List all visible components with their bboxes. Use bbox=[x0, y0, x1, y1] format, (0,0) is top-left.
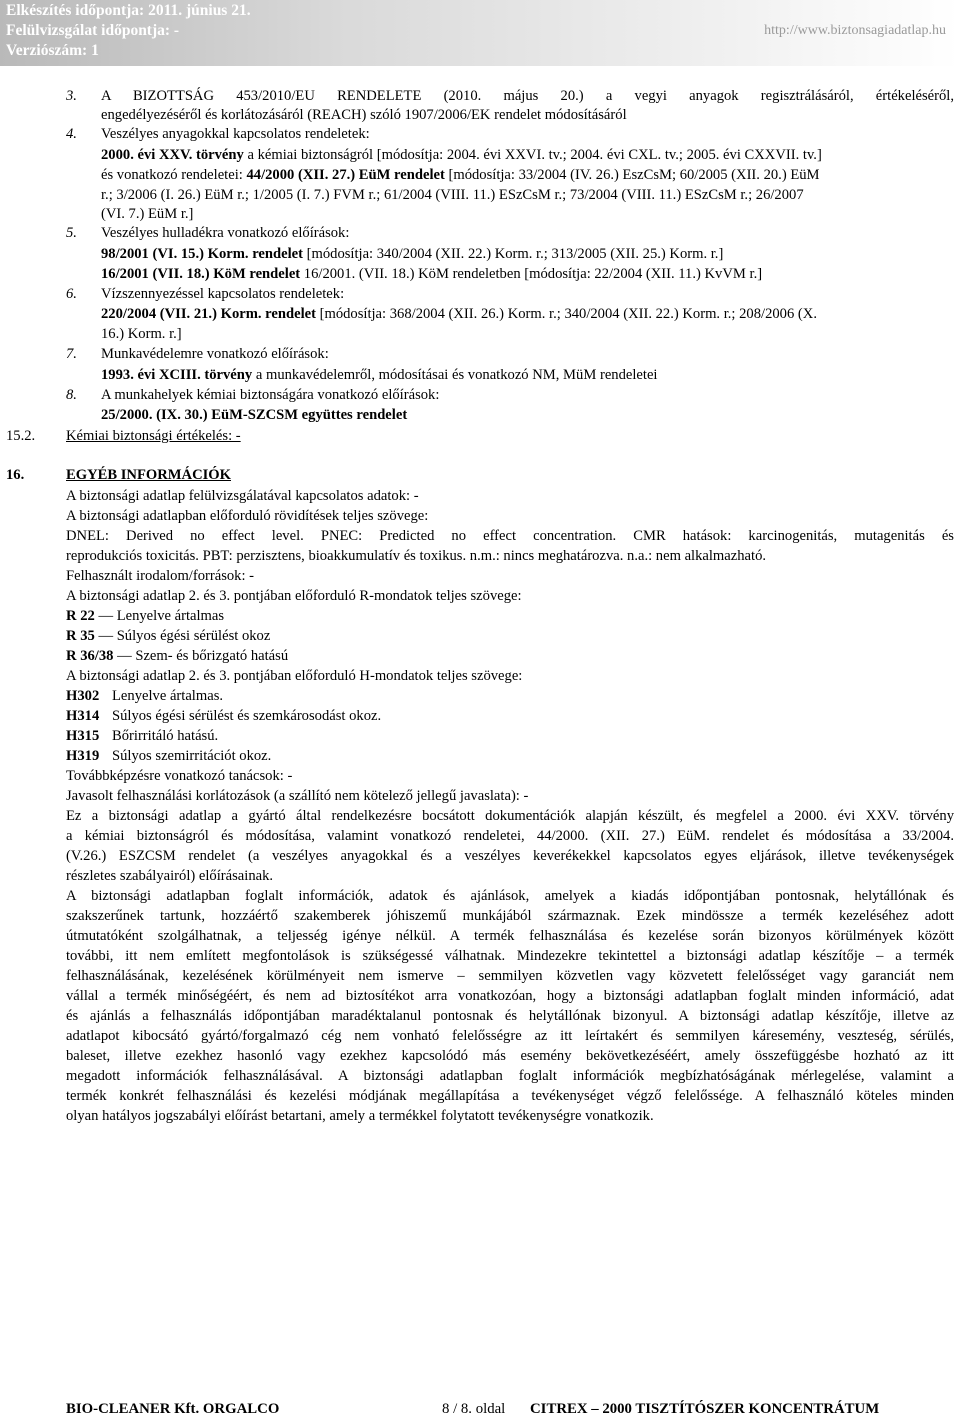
section-16-title: EGYÉB INFORMÁCIÓK bbox=[66, 467, 231, 483]
paragraph-line: olyan hatályos jogszabályi előírást betartani, amely a termékkel folytatott tevékenységre vonatkozik. bbox=[66, 1108, 654, 1124]
item-number: 5. bbox=[66, 225, 77, 241]
h-phrase bbox=[66, 727, 218, 745]
h-phrase-text: Súlyos égési sérülést és szemkárosodást okoz. bbox=[112, 708, 382, 724]
item-title: Veszélyes hulladékra vonatkozó előírások: bbox=[101, 225, 350, 241]
law-details: 16/2001. (VII. 18.) KöM rendeletben [módosítja: 22/2004 (XII. 11.) KvVM r.] bbox=[300, 266, 763, 282]
dash: — bbox=[117, 648, 132, 664]
h-phrase-code: H319 bbox=[66, 748, 100, 764]
dash: — bbox=[98, 608, 114, 624]
h-phrase bbox=[66, 707, 381, 725]
regulation-line: r.; 3/2006 (I. 26.) EüM r.; 1/2005 (I. 7.) FVM r.; 61/2004 (VIII. 11.) ESzCsM r.; 73/2004 (VIII. 11.) ESzCsM r.; 26/2007 bbox=[101, 187, 804, 203]
footer-page-number: 8 / 8. oldal bbox=[442, 1401, 506, 1417]
regulation-line bbox=[101, 166, 820, 184]
law-details: [módosítja: 340/2004 (XII. 22.) Korm. r.; 313/2005 (XII. 25.) Korm. r.] bbox=[302, 246, 724, 262]
paragraph-line: termék konkrét felhasználási és kezelési módjának megállapítása a tevékenységet végző felelőssége. A felhasználó köteles minden bbox=[66, 1088, 954, 1104]
paragraph-line: útmutatóként szolgálhatnak, a teljesség igénye nélkül. A termék felhasználása és kezelése során bizonyos körülmények között bbox=[66, 928, 954, 944]
r-phrase-text: Súlyos égési sérülést okoz bbox=[113, 628, 271, 644]
header-url[interactable]: http://www.biztonsagiadatlap.hu bbox=[764, 23, 946, 38]
regulation-line bbox=[101, 366, 658, 384]
section-16-number: 16. bbox=[6, 467, 25, 483]
paragraph-line: megadott információk felhasználásával. A biztonsági adatlapban foglalt információk megbízhatóságának mérlegelése, valamint a bbox=[66, 1068, 954, 1084]
law-name: 220/2004 (VII. 21.) Korm. rendelet bbox=[101, 306, 316, 322]
h-phrase-code: H314 bbox=[66, 708, 100, 724]
header-created-date: Elkészítés időpontja: 2011. június 21. bbox=[6, 2, 251, 19]
page-header bbox=[0, 0, 960, 68]
h-phrase-code: H302 bbox=[66, 688, 100, 704]
law-name: 98/2001 (VI. 15.) Korm. rendelet bbox=[101, 246, 303, 262]
paragraph-line: további, itt nem említett megfontolások is szükségessé válhatnak. Mindezekre tekintettel a biztonsági adatlap készítője – a termék bbox=[66, 948, 954, 964]
law-name: 1993. évi XCIII. törvény bbox=[101, 367, 253, 383]
law-details: [módosítja: 368/2004 (XII. 26.) Korm. r.; 340/2004 (XII. 22.) Korm. r.; 208/2006 (X. bbox=[315, 306, 817, 322]
paragraph-line: a kémiai biztonságról és módosítása, valamint vonatkozó rendeletei, 44/2000. (XII. 27.) EüM. rendelet és módosítása a 33/2004. bbox=[66, 828, 954, 844]
regulation-line bbox=[101, 146, 822, 164]
info-line: A biztonsági adatlapban előforduló rövidítések teljes szövege: bbox=[66, 508, 429, 524]
item-text: engedélyezéséről és korlátozásáról (REACH) szóló 1907/2006/EK rendelet módosításáról bbox=[101, 107, 627, 123]
info-line: Javasolt felhasználási korlátozások (a szállító nem kötelező jellegű javaslata): - bbox=[66, 788, 529, 804]
h-phrase-code: H315 bbox=[66, 728, 100, 744]
info-line: DNEL: Derived no effect level. PNEC: Predicted no effect concentration. CMR hatások: karcinogenitás, mutagenitás és bbox=[66, 528, 954, 544]
r-phrase-code: R 22 bbox=[66, 608, 95, 624]
law-details: [módosítja: 33/2004 (IV. 26.) EszCsM; 60/2005 (XII. 20.) EüM bbox=[444, 167, 820, 183]
law-details: a munkavédelemről, módosításai és vonatkozó NM, MüM rendeletei bbox=[252, 367, 658, 383]
law-name: 25/2000. (IX. 30.) EüM-SZCSM együttes rendelet bbox=[101, 407, 408, 423]
item-number: 3. bbox=[66, 88, 77, 104]
item-title: Munkavédelemre vonatkozó előírások: bbox=[101, 346, 329, 362]
item-text: A BIZOTTSÁG 453/2010/EU RENDELETE (2010. május 20.) a vegyi anyagok regisztrálásáról, értékeléséről, bbox=[101, 88, 954, 104]
r-phrase bbox=[66, 607, 224, 625]
footer-product: CITREX – 2000 TISZTÍTÓSZER KONCENTRÁTUM bbox=[530, 1401, 880, 1417]
h-phrase-text: Bőrirritáló hatású. bbox=[112, 728, 219, 744]
regulation-line bbox=[101, 265, 762, 283]
item-title: Veszélyes anyagokkal kapcsolatos rendeletek: bbox=[101, 126, 370, 142]
r-phrase bbox=[66, 647, 288, 665]
r-phrase-text: Szem- és bőrizgató hatású bbox=[131, 648, 289, 664]
paragraph-line: adatlapot kibocsátó gyártó/forgalmazó cég nem vonható felelősségre az itt leírtakért és semmilyen káresemény, veszteség, sérülés, bbox=[66, 1028, 954, 1044]
section-15-2-number: 15.2. bbox=[6, 428, 36, 444]
item-number: 8. bbox=[66, 387, 77, 403]
header-review-date: Felülvizsgálat időpontja: - bbox=[6, 22, 180, 39]
paragraph-line: felhasználásának, kezelésének körülményeit nem ismerve – semmilyen közvetlen vagy közvetett felelősséget vagy garanciát nem bbox=[66, 968, 954, 984]
item-number: 4. bbox=[66, 126, 77, 142]
law-name: 2000. évi XXV. törvény bbox=[101, 147, 244, 163]
regulation-line: 16.) Korm. r.] bbox=[101, 326, 182, 342]
paragraph-line: részletes szabályairól) előírásainak. bbox=[66, 868, 274, 884]
section-15-2-title: Kémiai biztonsági értékelés: - bbox=[66, 428, 241, 444]
item-number: 7. bbox=[66, 346, 77, 362]
law-prefix: és vonatkozó rendeletei: bbox=[101, 167, 247, 183]
law-name: 44/2000 (XII. 27.) EüM rendelet bbox=[246, 167, 445, 183]
h-phrase bbox=[66, 687, 223, 705]
info-line: A biztonsági adatlap 2. és 3. pontjában előforduló R-mondatok teljes szövege: bbox=[66, 588, 522, 604]
law-details: a kémiai biztonságról [módosítja: 2004. évi XXVI. tv.; 2004. évi CXL. tv.; 2005. évi CXXVII. tv.] bbox=[243, 147, 822, 163]
paragraph-line: baleset, illetve ezekhez hasonló vagy ezekhez kapcsolódó más esemény bekövetkezéséért, amely összefüggésbe hozható az itt bbox=[66, 1048, 954, 1064]
h-phrase-text: Lenyelve ártalmas. bbox=[112, 688, 224, 704]
info-line: Felhasznált irodalom/források: - bbox=[66, 568, 255, 584]
item-title: A munkahelyek kémiai biztonságára vonatkozó előírások: bbox=[101, 387, 440, 403]
info-line: A biztonsági adatlap felülvizsgálatával kapcsolatos adatok: - bbox=[66, 488, 419, 504]
info-line: A biztonsági adatlap 2. és 3. pontjában előforduló H-mondatok teljes szövege: bbox=[66, 668, 523, 684]
paragraph-line: A biztonsági adatlapban foglalt információk, adatok és ajánlások, amelyek a kiadás időpontjában pontosnak, helytállónak és bbox=[66, 888, 954, 904]
page-footer bbox=[0, 1398, 960, 1420]
item-title: Vízszennyezéssel kapcsolatos rendeletek: bbox=[101, 286, 345, 302]
regulation-line bbox=[101, 305, 817, 323]
r-phrase-text: Lenyelve ártalmas bbox=[113, 608, 225, 624]
header-version: Verziószám: 1 bbox=[6, 42, 99, 59]
h-phrase bbox=[66, 747, 271, 765]
footer-company: BIO-CLEANER Kft. ORGALCO bbox=[66, 1401, 280, 1417]
paragraph-line: vállal a termék minőségéért, és nem ad biztosítékot arra vonatkozóan, hogy a biztonsági adatlapban foglalt minden információ, adat bbox=[66, 988, 954, 1004]
h-phrase-text: Súlyos szemirritációt okoz. bbox=[112, 748, 272, 764]
r-phrase-code: R 35 bbox=[66, 628, 95, 644]
item-number: 6. bbox=[66, 286, 77, 302]
info-line: Továbbképzésre vonatkozó tanácsok: - bbox=[66, 768, 293, 784]
paragraph-line: (V.26.) ESZCSM rendelet (a veszélyes anyagokkal és a veszélyes keverékekkel kapcsolatos egyes eljárások, illetve tevékenységek bbox=[66, 848, 954, 864]
law-name: 16/2001 (VII. 18.) KöM rendelet bbox=[101, 266, 301, 282]
dash: — bbox=[98, 628, 114, 644]
info-line: reprodukciós toxicitás. PBT: perzisztens, bioakkumulatív és toxikus. n.m.: nincs meghatározva. n.a.: nem alkalmazható. bbox=[66, 548, 767, 564]
r-phrase-code: R 36/38 bbox=[66, 648, 114, 664]
regulation-line bbox=[101, 245, 723, 263]
paragraph-line: szakszerűnek tartunk, hozzáértő szakemberek jóhiszemű munkájából származnak. Ezek mindössze a termék kezeléséhez adott bbox=[66, 908, 954, 924]
regulation-line: (VI. 7.) EüM r.] bbox=[101, 206, 194, 222]
paragraph-line: és ajánlás a felhasználás időpontjában maradéktalanul pontosnak és helytállónak bizonyul. A biztonsági adatlap készítője, illetve az bbox=[66, 1008, 954, 1024]
paragraph-line: Ez a biztonsági adatlap a gyártó által rendelkezésre bocsátott dokumentációk alapján készült, és megfelel a 2000. évi XXV. törvény bbox=[66, 808, 954, 824]
r-phrase bbox=[66, 627, 270, 645]
